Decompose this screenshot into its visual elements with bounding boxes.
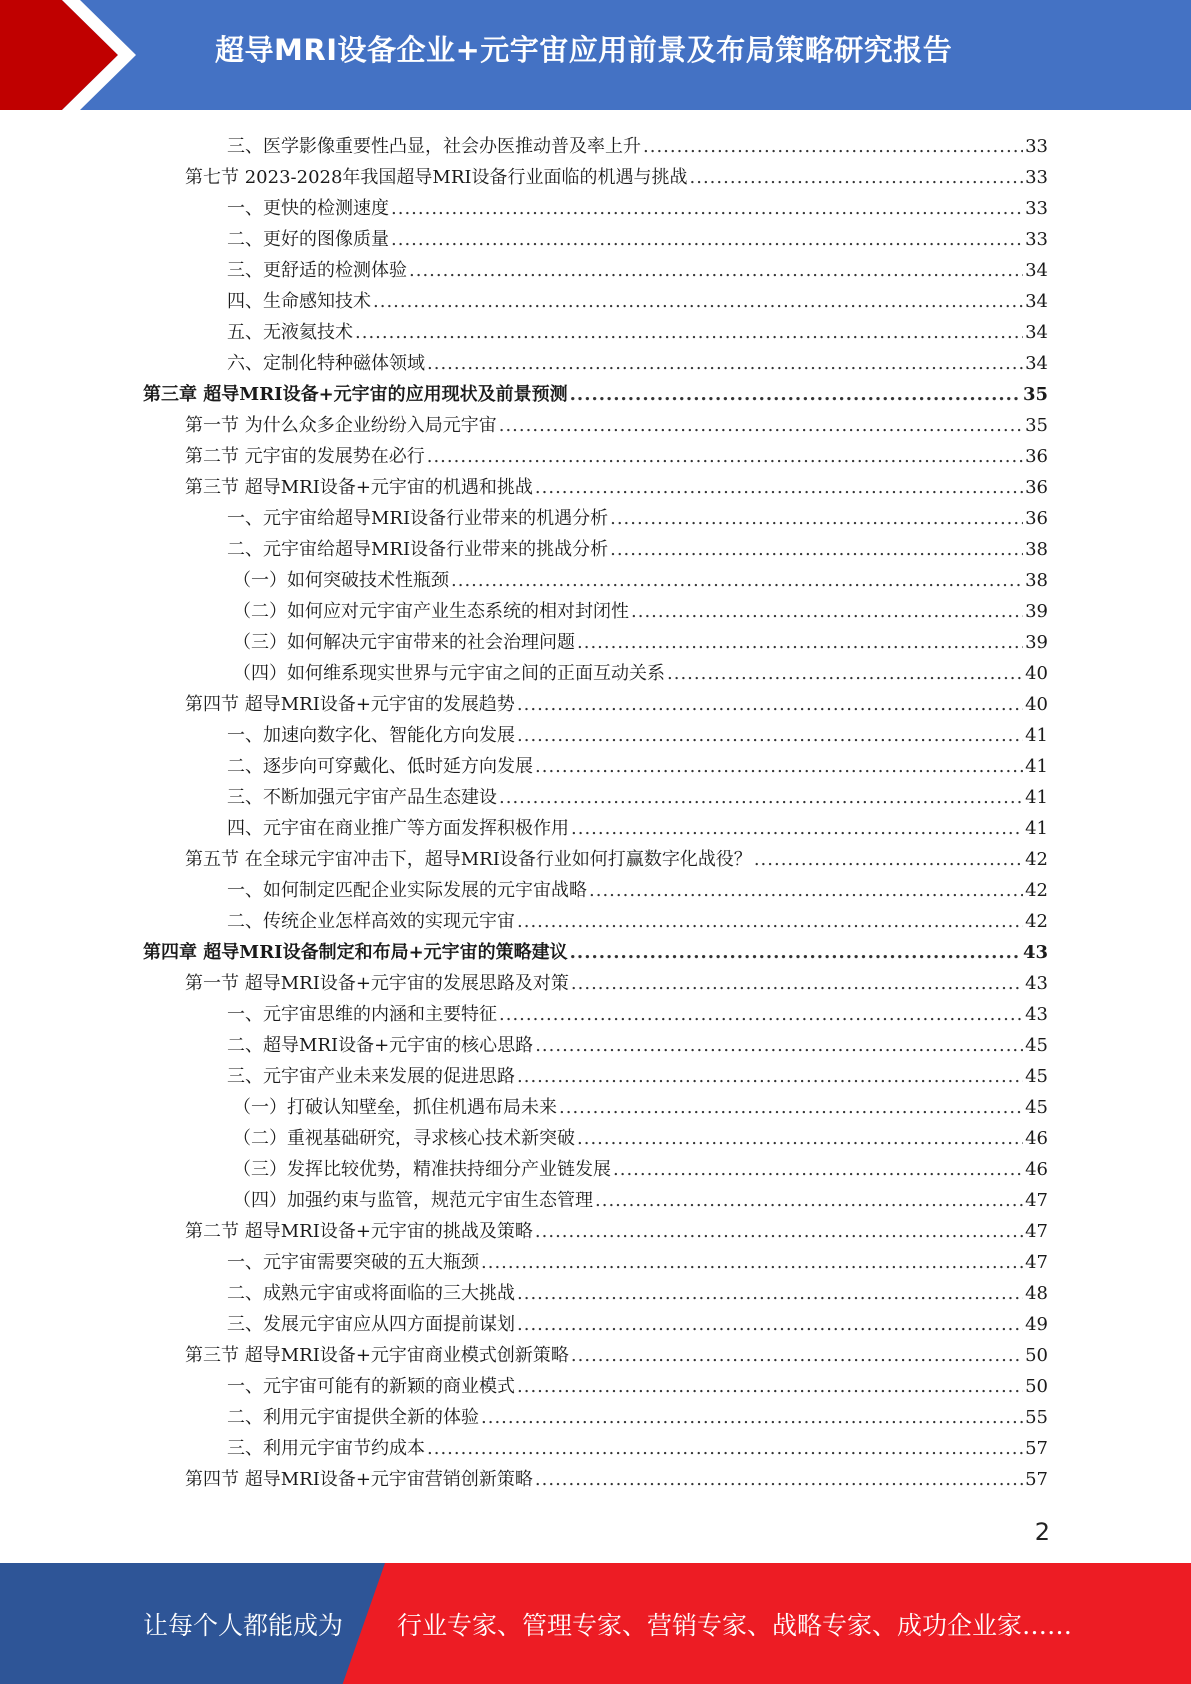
toc-section-entry[interactable] xyxy=(185,685,1048,716)
toc-entry-title: 一、如何制定匹配企业实际发展的元宇宙战略 xyxy=(227,880,587,901)
toc-leader-dots xyxy=(481,1252,1023,1274)
toc-leader-dots xyxy=(499,415,1023,437)
toc-entry-page: 46 xyxy=(1025,1128,1048,1149)
toc-subsection-entry[interactable] xyxy=(227,902,1048,933)
toc-entry-page: 40 xyxy=(1025,663,1048,684)
toc-chapter-entry[interactable] xyxy=(143,933,1048,964)
toc-leader-dots xyxy=(517,1314,1023,1336)
toc-section-entry[interactable] xyxy=(185,1460,1048,1491)
toc-entry-title: （一）如何突破技术性瓶颈 xyxy=(233,570,449,591)
toc-entry-title: 三、更舒适的检测体验 xyxy=(227,260,407,281)
toc-entry-page: 33 xyxy=(1025,167,1048,188)
toc-leader-dots xyxy=(517,725,1023,747)
toc-leader-dots xyxy=(535,1035,1023,1057)
toc-entry-title: 二、逐步向可穿戴化、低时延方向发展 xyxy=(227,756,533,777)
toc-leader-dots xyxy=(409,260,1023,282)
toc-entry-page: 43 xyxy=(1025,973,1048,994)
toc-leader-dots xyxy=(517,911,1023,933)
toc-subsection-entry[interactable] xyxy=(227,778,1048,809)
toc-subsection-entry[interactable] xyxy=(233,1150,1048,1181)
toc-entry-title: 二、成熟元宇宙或将面临的三大挑战 xyxy=(227,1283,515,1304)
toc-leader-dots xyxy=(610,539,1023,561)
page-header xyxy=(0,0,1191,110)
toc-entry-page: 57 xyxy=(1025,1438,1048,1459)
toc-subsection-entry[interactable] xyxy=(233,623,1048,654)
toc-section-entry[interactable] xyxy=(185,406,1048,437)
toc-subsection-entry[interactable] xyxy=(233,592,1048,623)
toc-entry-title: （三）发挥比较优势，精准扶持细分产业链发展 xyxy=(233,1159,611,1180)
toc-entry-page: 33 xyxy=(1025,198,1048,219)
toc-entry-page: 34 xyxy=(1025,322,1048,343)
toc-subsection-entry[interactable] xyxy=(227,1026,1048,1057)
toc-subsection-entry[interactable] xyxy=(233,1181,1048,1212)
toc-entry-title: （三）如何解决元宇宙带来的社会治理问题 xyxy=(233,632,575,653)
toc-leader-dots xyxy=(589,880,1023,902)
toc-subsection-entry[interactable] xyxy=(227,127,1048,158)
page-footer xyxy=(0,1563,1191,1684)
toc-entry-title: 二、更好的图像质量 xyxy=(227,229,389,250)
toc-subsection-entry[interactable] xyxy=(233,1119,1048,1150)
toc-entry-page: 45 xyxy=(1025,1035,1048,1056)
toc-leader-dots xyxy=(427,446,1023,468)
toc-leader-dots xyxy=(391,198,1023,220)
toc-leader-dots xyxy=(610,508,1023,530)
footer-slogan-right: 行业专家、管理专家、营销专家、战略专家、成功企业家…… xyxy=(397,1611,1073,1640)
toc-entry-title: 二、利用元宇宙提供全新的体验 xyxy=(227,1407,479,1428)
toc-entry-title: 三、发展元宇宙应从四方面提前谋划 xyxy=(227,1314,515,1335)
toc-subsection-entry[interactable] xyxy=(227,716,1048,747)
toc-leader-dots xyxy=(559,1097,1023,1119)
toc-entry-title: 第四节 超导MRI设备+元宇宙营销创新策略 xyxy=(185,1469,533,1490)
toc-entry-page: 50 xyxy=(1025,1376,1048,1397)
toc-subsection-entry[interactable] xyxy=(227,1305,1048,1336)
toc-subsection-entry[interactable] xyxy=(227,499,1048,530)
report-title: 超导MRI设备企业+元宇宙应用前景及布局策略研究报告 xyxy=(215,33,953,67)
toc-entry-page: 39 xyxy=(1025,601,1048,622)
toc-entry-title: 三、不断加强元宇宙产品生态建设 xyxy=(227,787,497,808)
toc-entry-page: 45 xyxy=(1025,1066,1048,1087)
toc-subsection-entry[interactable] xyxy=(227,1057,1048,1088)
toc-leader-dots xyxy=(499,1004,1023,1026)
toc-entry-title: 三、元宇宙产业未来发展的促进思路 xyxy=(227,1066,515,1087)
toc-leader-dots xyxy=(499,787,1023,809)
toc-subsection-entry[interactable] xyxy=(227,871,1048,902)
toc-entry-page: 40 xyxy=(1025,694,1048,715)
toc-subsection-entry[interactable] xyxy=(227,1429,1048,1460)
toc-entry-page: 43 xyxy=(1025,1004,1048,1025)
toc-entry-title: 第七节 2023-2028年我国超导MRI设备行业面临的机遇与挑战 xyxy=(185,167,688,188)
toc-leader-dots xyxy=(613,1159,1023,1181)
toc-entry-page: 36 xyxy=(1025,477,1048,498)
toc-leader-dots xyxy=(427,353,1023,375)
toc-entry-page: 38 xyxy=(1025,539,1048,560)
toc-entry-title: 一、元宇宙可能有的新颖的商业模式 xyxy=(227,1376,515,1397)
toc-subsection-entry[interactable] xyxy=(227,1243,1048,1274)
toc-subsection-entry[interactable] xyxy=(227,344,1048,375)
toc-entry-page: 41 xyxy=(1025,725,1048,746)
toc-subsection-entry[interactable] xyxy=(227,1367,1048,1398)
toc-leader-dots xyxy=(577,1128,1023,1150)
toc-entry-title: 一、加速向数字化、智能化方向发展 xyxy=(227,725,515,746)
toc-subsection-entry[interactable] xyxy=(233,1088,1048,1119)
toc-entry-title: 二、元宇宙给超导MRI设备行业带来的挑战分析 xyxy=(227,539,609,560)
toc-subsection-entry[interactable] xyxy=(233,654,1048,685)
toc-leader-dots xyxy=(595,1190,1023,1212)
toc-entry-page: 45 xyxy=(1025,1097,1048,1118)
toc-entry-page: 47 xyxy=(1025,1190,1048,1211)
toc-leader-dots xyxy=(690,167,1024,189)
toc-entry-page: 41 xyxy=(1025,818,1048,839)
toc-subsection-entry[interactable] xyxy=(227,1274,1048,1305)
toc-leader-dots xyxy=(631,601,1023,623)
toc-entry-title: 六、定制化特种磁体领域 xyxy=(227,353,425,374)
toc-entry-page: 41 xyxy=(1025,756,1048,777)
toc-entry-page: 38 xyxy=(1025,570,1048,591)
toc-subsection-entry[interactable] xyxy=(227,995,1048,1026)
toc-subsection-entry[interactable] xyxy=(227,747,1048,778)
toc-section-entry[interactable] xyxy=(185,1212,1048,1243)
toc-entry-page: 39 xyxy=(1025,632,1048,653)
toc-leader-dots xyxy=(535,1469,1023,1491)
toc-subsection-entry[interactable] xyxy=(227,809,1048,840)
toc-leader-dots xyxy=(451,570,1023,592)
toc-section-entry[interactable] xyxy=(185,964,1048,995)
toc-subsection-entry[interactable] xyxy=(227,1398,1048,1429)
toc-entry-title: 第三章 超导MRI设备+元宇宙的应用现状及前景预测 xyxy=(143,384,568,405)
toc-section-entry[interactable] xyxy=(185,468,1048,499)
toc-entry-title: 五、无液氦技术 xyxy=(227,322,353,343)
toc-entry-title: 第一节 超导MRI设备+元宇宙的发展思路及对策 xyxy=(185,973,569,994)
toc-subsection-entry[interactable] xyxy=(233,561,1048,592)
toc-entry-title: 第二节 元宇宙的发展势在必行 xyxy=(185,446,425,467)
toc-subsection-entry[interactable] xyxy=(227,282,1048,313)
toc-leader-dots xyxy=(754,849,1023,871)
toc-entry-title: 第一节 为什么众多企业纷纷入局元宇宙 xyxy=(185,415,497,436)
toc-leader-dots xyxy=(570,942,1021,964)
toc-entry-title: 二、传统企业怎样高效的实现元宇宙 xyxy=(227,911,515,932)
toc-entry-page: 49 xyxy=(1025,1314,1048,1335)
header-arrow-decoration xyxy=(0,0,160,110)
toc-entry-page: 57 xyxy=(1025,1469,1048,1490)
toc-entry-page: 55 xyxy=(1025,1407,1048,1428)
toc-entry-title: 第三节 超导MRI设备+元宇宙的机遇和挑战 xyxy=(185,477,533,498)
toc-entry-page: 35 xyxy=(1025,415,1048,436)
toc-leader-dots xyxy=(535,1221,1023,1243)
toc-entry-title: 一、更快的检测速度 xyxy=(227,198,389,219)
toc-leader-dots xyxy=(373,291,1023,313)
toc-leader-dots xyxy=(571,1345,1023,1367)
toc-entry-title: （四）加强约束与监管，规范元宇宙生态管理 xyxy=(233,1190,593,1211)
toc-leader-dots xyxy=(667,663,1023,685)
toc-leader-dots xyxy=(643,136,1023,158)
toc-subsection-entry[interactable] xyxy=(227,220,1048,251)
toc-leader-dots xyxy=(517,1283,1023,1305)
toc-entry-title: 四、元宇宙在商业推广等方面发挥积极作用 xyxy=(227,818,569,839)
toc-entry-page: 43 xyxy=(1022,942,1048,963)
toc-entry-title: 三、医学影像重要性凸显，社会办医推动普及率上升 xyxy=(227,136,641,157)
footer-slogan-left: 让每个人都能成为 xyxy=(143,1611,344,1640)
toc-entry-title: 第五节 在全球元宇宙冲击下，超导MRI设备行业如何打赢数字化战役？ xyxy=(185,849,752,870)
toc-subsection-entry[interactable] xyxy=(227,251,1048,282)
toc-section-entry[interactable] xyxy=(185,437,1048,468)
toc-entry-page: 46 xyxy=(1025,1159,1048,1180)
page-number: 2 xyxy=(1034,1518,1050,1546)
toc-leader-dots xyxy=(481,1407,1023,1429)
toc-entry-title: 第四章 超导MRI设备制定和布局+元宇宙的策略建议 xyxy=(143,942,568,963)
toc-leader-dots xyxy=(570,384,1021,406)
toc-entry-page: 50 xyxy=(1025,1345,1048,1366)
toc-leader-dots xyxy=(571,818,1023,840)
toc-subsection-entry[interactable] xyxy=(227,530,1048,561)
toc-entry-title: 二、超导MRI设备+元宇宙的核心思路 xyxy=(227,1035,534,1056)
toc-section-entry[interactable] xyxy=(185,840,1048,871)
toc-entry-page: 47 xyxy=(1025,1252,1048,1273)
toc-subsection-entry[interactable] xyxy=(227,189,1048,220)
toc-entry-title: 一、元宇宙给超导MRI设备行业带来的机遇分析 xyxy=(227,508,609,529)
toc-leader-dots xyxy=(391,229,1023,251)
toc-entry-page: 36 xyxy=(1025,446,1048,467)
toc-entry-page: 33 xyxy=(1025,136,1048,157)
toc-entry-title: （一）打破认知壁垒，抓住机遇布局未来 xyxy=(233,1097,557,1118)
toc-entry-title: 第四节 超导MRI设备+元宇宙的发展趋势 xyxy=(185,694,515,715)
toc-section-entry[interactable] xyxy=(185,1336,1048,1367)
toc-entry-page: 42 xyxy=(1025,911,1048,932)
toc-leader-dots xyxy=(517,694,1023,716)
toc-entry-page: 36 xyxy=(1025,508,1048,529)
toc-entry-page: 34 xyxy=(1025,260,1048,281)
toc-entry-page: 33 xyxy=(1025,229,1048,250)
toc-leader-dots xyxy=(535,477,1023,499)
toc-entry-page: 47 xyxy=(1025,1221,1048,1242)
toc-entry-page: 48 xyxy=(1025,1283,1048,1304)
toc-subsection-entry[interactable] xyxy=(227,313,1048,344)
toc-section-entry[interactable] xyxy=(185,158,1048,189)
toc-entry-title: 四、生命感知技术 xyxy=(227,291,371,312)
toc-leader-dots xyxy=(577,632,1023,654)
toc-entry-page: 34 xyxy=(1025,353,1048,374)
toc-leader-dots xyxy=(517,1376,1023,1398)
toc-entry-title: 一、元宇宙需要突破的五大瓶颈 xyxy=(227,1252,479,1273)
toc-entry-title: 第三节 超导MRI设备+元宇宙商业模式创新策略 xyxy=(185,1345,569,1366)
toc-entry-title: （二）如何应对元宇宙产业生态系统的相对封闭性 xyxy=(233,601,629,622)
toc-entry-title: （四）如何维系现实世界与元宇宙之间的正面互动关系 xyxy=(233,663,665,684)
toc-chapter-entry[interactable] xyxy=(143,375,1048,406)
toc-entry-page: 42 xyxy=(1025,880,1048,901)
toc-leader-dots xyxy=(355,322,1023,344)
toc-entry-page: 34 xyxy=(1025,291,1048,312)
toc-entry-page: 35 xyxy=(1022,384,1048,405)
toc-entry-title: 第二节 超导MRI设备+元宇宙的挑战及策略 xyxy=(185,1221,533,1242)
toc-entry-page: 42 xyxy=(1025,849,1048,870)
toc-leader-dots xyxy=(535,756,1023,778)
toc-entry-page: 41 xyxy=(1025,787,1048,808)
toc-leader-dots xyxy=(517,1066,1023,1088)
toc-entry-title: 三、利用元宇宙节约成本 xyxy=(227,1438,425,1459)
toc-leader-dots xyxy=(427,1438,1023,1460)
toc-entry-title: 一、元宇宙思维的内涵和主要特征 xyxy=(227,1004,497,1025)
toc-leader-dots xyxy=(571,973,1023,995)
toc-entry-title: （二）重视基础研究，寻求核心技术新突破 xyxy=(233,1128,575,1149)
